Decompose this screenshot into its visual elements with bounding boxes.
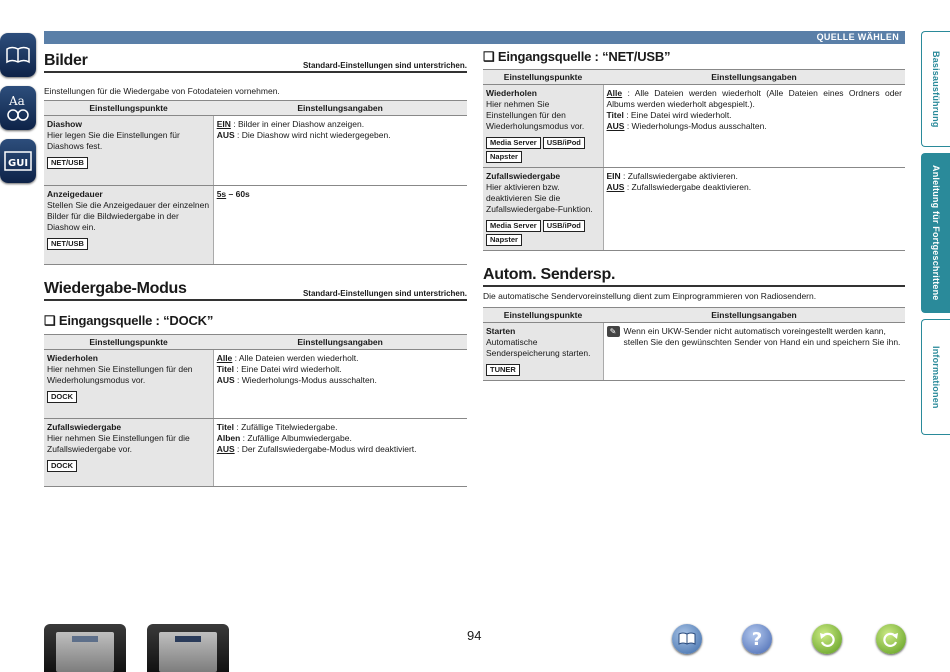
- right-column: [483, 49, 905, 381]
- help-icon[interactable]: ?: [742, 624, 772, 654]
- source-tag: Media Server: [486, 220, 541, 232]
- col-header: Einstellungsangaben: [213, 335, 467, 350]
- device-rear-thumbnail[interactable]: [147, 624, 229, 672]
- col-header: Einstellungsangaben: [213, 101, 467, 116]
- source-tag: Media Server: [486, 137, 541, 149]
- col-header: Einstellungspunkte: [483, 70, 603, 85]
- left-icon-column: [0, 33, 36, 192]
- col-header: Einstellungspunkte: [483, 308, 603, 323]
- tab-basisausfuehrung[interactable]: Basisausführung: [921, 31, 950, 147]
- glossary-icon[interactable]: [0, 86, 36, 130]
- source-tag: TUNER: [486, 364, 520, 376]
- table-row: Wiederholen Hier nehmen Sie Einstellungen für den Wiederholungsmodus vor. DOCK Alle : Alle Dateien werden wiederholt. Titel : Eine Datei wird wiederholt. AUS : Wiederholungs-Modus ausschalten.: [44, 350, 467, 419]
- source-tag: NET/USB: [47, 238, 88, 250]
- autom-heading: [483, 266, 905, 287]
- source-tag: Napster: [486, 234, 522, 246]
- note-icon: ✎: [607, 326, 620, 337]
- source-tag: USB/iPod: [543, 220, 585, 232]
- source-tag: USB/iPod: [543, 137, 585, 149]
- autom-table: [483, 307, 905, 381]
- dock-subtitle: ❑ Eingangsquelle : “DOCK”: [44, 313, 214, 328]
- gui-icon[interactable]: [0, 139, 36, 183]
- netusb-table: [483, 69, 905, 251]
- device-front-thumbnail[interactable]: [44, 624, 126, 672]
- table-row: Zufallswiedergabe Hier aktivieren bzw. deaktivieren Sie die Zufallswiedergabe-Funktion. Media Server USB/iPod Napster EIN : Zufallswiedergabe aktivieren. AUS : Zufallswiedergabe deaktivieren.: [483, 168, 905, 251]
- netusb-subtitle: ❑ Eingangsquelle : “NET/USB”: [483, 49, 671, 64]
- section-label: QUELLE WÄHLEN: [816, 32, 899, 42]
- table-row: Diashow Hier legen Sie die Einstellungen für Diashows fest. NET/USB EIN : Bilder in einer Diashow anzeigen. AUS : Die Diashow wird nicht wiedergegeben.: [44, 116, 467, 186]
- std-note: Standard-Einstellungen sind unterstrichen.: [302, 289, 467, 298]
- autom-desc: Die automatische Sendervoreinstellung dient zum Einprogrammieren von Radiosendern.: [483, 291, 817, 301]
- bilder-title: Bilder: [44, 52, 88, 69]
- right-tab-column: [921, 31, 950, 441]
- wiedergabe-title: Wiedergabe-Modus: [44, 280, 187, 297]
- back-icon[interactable]: [812, 624, 842, 654]
- note-text: Wenn ein UKW-Sender nicht automatisch voreingestellt werden kann, stellen Sie den gewünschten Sender von Hand ein und speichern Sie ihn.: [623, 326, 901, 347]
- source-tag: DOCK: [47, 391, 77, 403]
- table-row: Anzeigedauer Stellen Sie die Anzeigedauer der einzelnen Bilder für die Bildwiedergabe in der Diashow ein. NET/USB 5s – 60s: [44, 186, 467, 265]
- col-header: Einstellungsangaben: [603, 308, 905, 323]
- svg-text:Aa: Aa: [9, 94, 25, 108]
- autom-title: Autom. Sendersp.: [483, 266, 616, 283]
- book-nav-icon[interactable]: [672, 624, 702, 654]
- forward-icon[interactable]: [876, 624, 906, 654]
- table-row: Wiederholen Hier nehmen Sie Einstellungen für den Wiederholungsmodus vor. Media Server USB/iPod Napster Alle : Alle Dateien werden wiederholt (Alle Dateien eines Ordners oder Albums werden wiederholt abgespielt.). Titel : Eine Datei wird wiederholt. AUS : Wiederholungs-Modus ausschalten.: [483, 85, 905, 168]
- left-column: [44, 52, 467, 487]
- bilder-heading: [44, 52, 467, 73]
- col-header: Einstellungspunkte: [44, 101, 213, 116]
- table-row: Starten Automatische Senderspeicherung starten. TUNER ✎ Wenn ein UKW-Sender nicht automatisch voreingestellt werden kann, stellen Sie den gewünschten Sender von Hand ein und speichern Sie ihn.: [483, 323, 905, 381]
- col-header: Einstellungspunkte: [44, 335, 213, 350]
- bilder-table: [44, 100, 467, 265]
- svg-text:GUI: GUI: [8, 158, 29, 169]
- page-number: 94: [467, 628, 482, 643]
- book-icon[interactable]: [0, 33, 36, 77]
- std-note: Standard-Einstellungen sind unterstrichen.: [302, 61, 467, 70]
- source-tag: DOCK: [47, 460, 77, 472]
- source-tag: NET/USB: [47, 157, 88, 169]
- dock-table: [44, 334, 467, 487]
- tab-fortgeschrittene[interactable]: Anleitung für Fortgeschrittene: [921, 153, 950, 313]
- table-row: Zufallswiedergabe Hier nehmen Sie Einstellungen für die Zufallswiedergabe vor. DOCK Titel : Zufällige Titelwiedergabe. Alben : Zufällige Albumwiedergabe. AUS : Der Zufallswiedergabe-Modus wird deaktiviert.: [44, 419, 467, 487]
- tab-informationen[interactable]: Informationen: [921, 319, 950, 435]
- section-header-bar: [44, 31, 905, 44]
- bilder-desc: Einstellungen für die Wiedergabe von Fotodateien vornehmen.: [44, 86, 280, 96]
- col-header: Einstellungsangaben: [603, 70, 905, 85]
- source-tag: Napster: [486, 151, 522, 163]
- wiedergabe-heading: [44, 280, 467, 301]
